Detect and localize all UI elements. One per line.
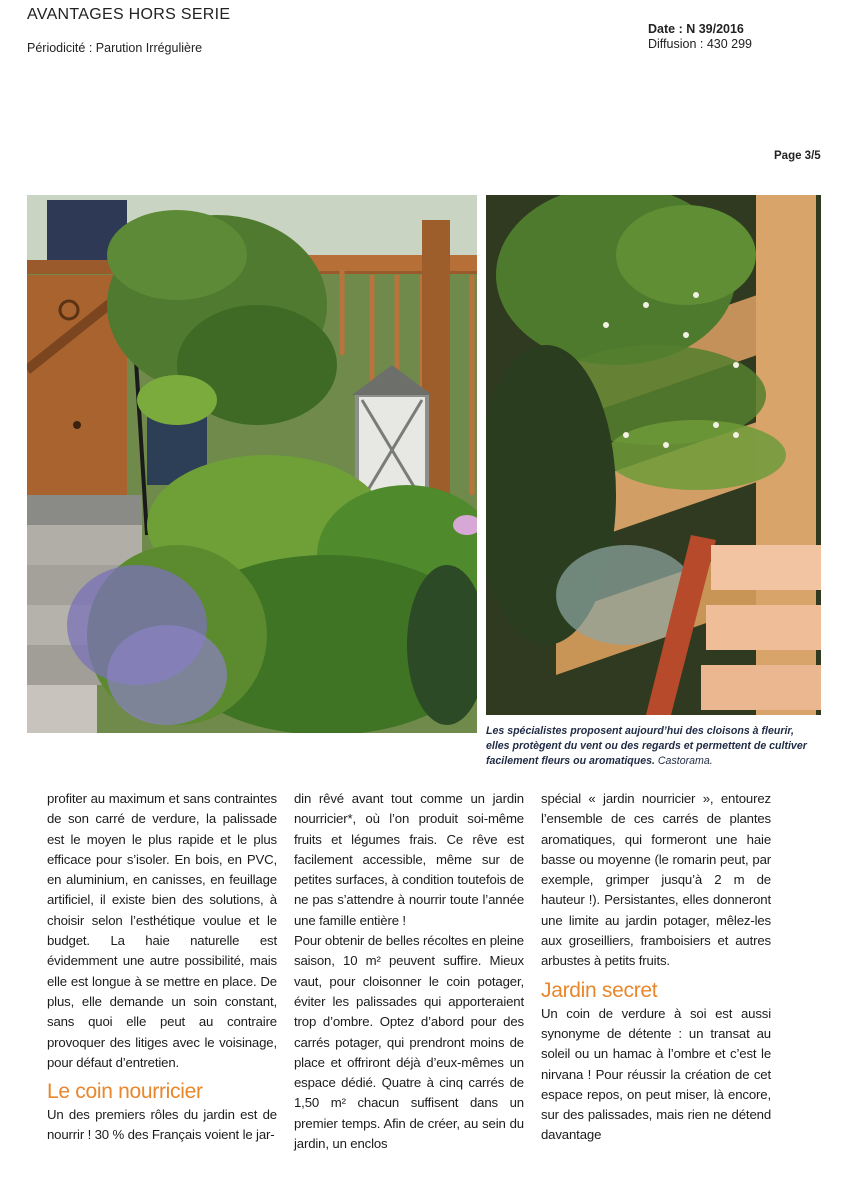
article-column-2 xyxy=(294,789,524,1154)
article-paragraph: spécial « jardin nourricier », entourez l’ensemble de ces carrés de plantes aromatiques, qui formeront une haie basse ou moyenne (le romarin peut, par exemple, grimper jusqu’à 2 m de hauteur !). Persistantes, elles donneront une limite au jardin potager, mêlez-les aux groseilliers, framboisiers et autres arbustes à petits fruits. xyxy=(541,791,771,969)
caption-credit: Castorama. xyxy=(657,755,713,767)
article-paragraph: Pour obtenir de belles récoltes en pleine saison, 10 m² peuvent suffire. Mieux vaut, pour cloisonner le coin potager, éviter les palissades qui apporteraient trop d’ombre. Optez d’abord pour des carrés potager, qui prendront moins de place et offriront déjà d’eux-mêmes un espace dédié. Quatre à cinq carrés de 1,50 m² chacun suffisent dans un premier temps. Afin de créer, au sein du jardin, un enclos xyxy=(294,933,524,1152)
partition-photo-illustration xyxy=(486,195,821,715)
diffusion-count: Diffusion : 430 299 xyxy=(648,37,753,51)
article-column-1 xyxy=(47,789,277,1146)
section-heading: Jardin secret xyxy=(541,978,658,1002)
article-paragraph: profiter au maximum et sans contraintes de son carré de verdure, la palissade est le moyen le plus rapide et le plus efficace pour s’isoler. En bois, en PVC, en aluminium, en canisses, en feuillage artificiel, il existe bien des solutions, à choisir selon l’esthétique voulue et le budget. La haie naturelle est évidemment une autre possibilité, mais elle est longue à se mettre en place. De plus, elle demande un soin constant, sans quoi elle peut au contraire provoquer des litiges avec le voisinage, pour défaut d’entretien. xyxy=(47,791,277,1070)
partition-photo xyxy=(486,195,821,715)
issue-date: Date : N 39/2016 xyxy=(648,22,744,36)
publication-title: AVANTAGES HORS SERIE xyxy=(27,6,231,23)
photo-caption xyxy=(486,724,816,769)
garden-photo xyxy=(27,195,477,733)
article-paragraph: Un coin de verdure à soi est aussi synonyme de détente : un transat au soleil ou un hamac à l’ombre et c’est le nirvana ! Pour réussir la création de cet espace repos, on peut miser, là encore, sur des palissades, mais rien ne détend davantage xyxy=(541,1005,771,1143)
caption-text: Les spécialistes proposent aujourd’hui des cloisons à fleurir, elles protègent du vent ou des regards et permettent de cultiver facilement fleurs ou aromatiques. xyxy=(486,725,807,767)
periodicity: Périodicité : Parution Irrégulière xyxy=(27,41,203,55)
article-paragraph: din rêvé avant tout comme un jardin nourricier*, où l’on produit soi-même fruits et légumes frais. Ce rêve est facilement accessible, même sur de petites surfaces, à condition toutefois de ne pas s’attendre à nourrir toute l’année une famille entière ! xyxy=(294,791,524,928)
garden-photo-illustration xyxy=(27,195,477,733)
article-column-3 xyxy=(541,789,771,1146)
article-paragraph: Un des premiers rôles du jardin est de nourrir ! 30 % des Français voient le jar- xyxy=(47,1107,277,1143)
section-heading: Le coin nourricier xyxy=(47,1080,203,1104)
page-number: Page 3/5 xyxy=(774,150,821,162)
